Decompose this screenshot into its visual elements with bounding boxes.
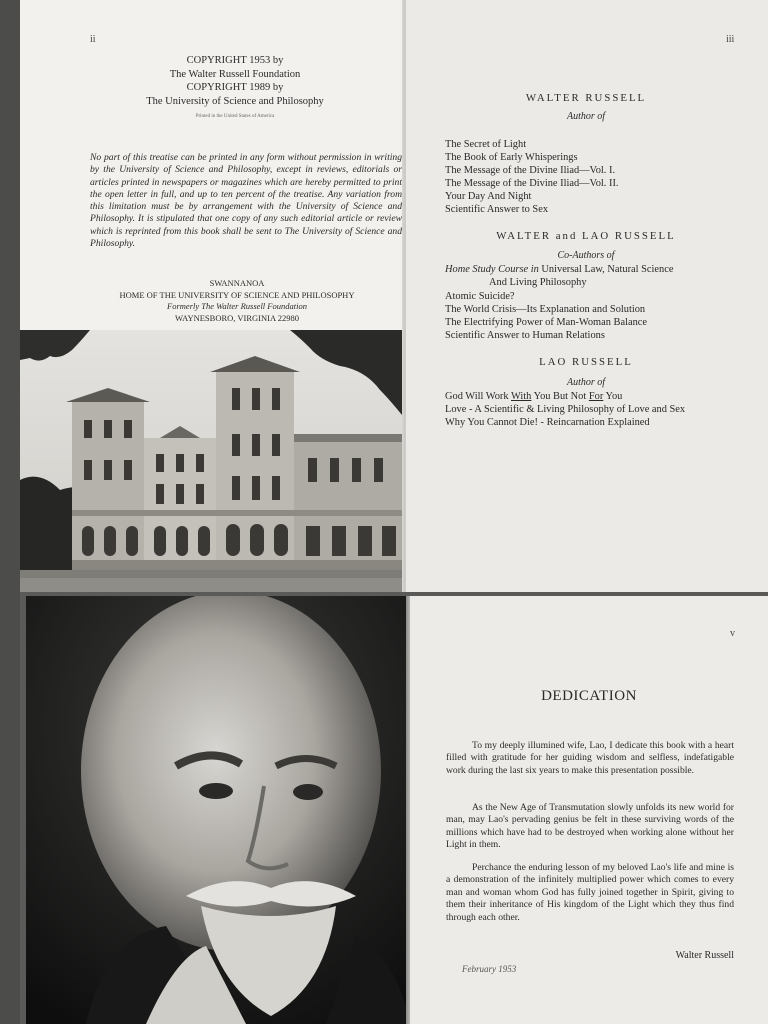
publisher-place: SWANNANOA <box>209 278 265 288</box>
swannanoa-building-photo <box>20 330 406 580</box>
title-underlined: For <box>588 391 604 402</box>
dedication-page <box>410 596 768 1024</box>
title-part: You <box>603 391 623 402</box>
course-title-continued: And Living Philosophy <box>489 277 587 288</box>
course-name: Universal Law, Natural Science <box>541 264 674 275</box>
author-heading-both: WALTER and LAO RUSSELL <box>496 230 676 242</box>
book-title: Scientific Answer to Sex <box>445 204 549 215</box>
course-prefix: Home Study Course in <box>445 264 539 275</box>
signature: Walter Russell <box>675 950 734 961</box>
copyright-line: COPYRIGHT 1989 by <box>186 82 284 93</box>
author-of-label: Author of <box>566 111 606 122</box>
dedication-paragraph: As the New Age of Transmutation slowly unfolds its new world for man, may Lao's pervading genius be felt in these surviving words of the millions which have had to be destroyed when working alone without her Light in them. <box>446 802 734 851</box>
title-underlined: With <box>511 391 532 402</box>
book-title: The Secret of Light <box>445 139 527 150</box>
author-heading-walter: WALTER RUSSELL <box>525 92 647 104</box>
walter-russell-portrait-photo <box>26 596 410 1024</box>
copyright-block <box>20 54 406 124</box>
course-title <box>445 263 673 276</box>
publisher-formerly: Formerly The Walter Russell Foundation <box>167 301 307 311</box>
dedication-date: February 1953 <box>462 964 517 974</box>
book-title <box>445 390 622 403</box>
book-title: The World Crisis—Its Explanation and Solution <box>445 304 646 315</box>
title-part: God Will Work <box>445 391 512 402</box>
book-title: Your Day And Night <box>445 191 532 202</box>
book-title: The Message of the Divine Iliad—Vol. II. <box>445 178 619 189</box>
author-of-label: Author of <box>566 377 606 388</box>
copyright-line: COPYRIGHT 1953 by <box>186 55 284 66</box>
copyright-line: The Walter Russell Foundation <box>169 68 301 80</box>
publisher-home: HOME OF THE UNIVERSITY OF SCIENCE AND PHILOSOPHY <box>119 289 355 300</box>
page-number: ii <box>90 34 96 45</box>
ground <box>20 578 406 592</box>
dedication-title: DEDICATION <box>541 688 637 704</box>
publisher-address: WAYNESBORO, VIRGINIA 22980 <box>175 312 299 323</box>
book-title: Why You Cannot Die! - Reincarnation Explained <box>445 417 650 428</box>
background-strip <box>0 0 20 1024</box>
book-title: Scientific Answer to Human Relations <box>445 330 605 341</box>
book-title: Love - A Scientific & Living Philosophy of Love and Sex <box>445 404 686 415</box>
book-title: The Message of the Divine Iliad—Vol. I. <box>445 165 616 176</box>
printed-in: Printed in the United States of America <box>195 114 275 119</box>
books-page <box>406 0 768 592</box>
book-title: The Book of Early Whisperings <box>445 152 578 163</box>
co-authors-label: Co-Authors of <box>557 250 615 261</box>
title-part: You But Not <box>531 391 589 402</box>
copyright-line: The University of Science and Philosophy <box>146 95 324 107</box>
portrait-page <box>26 596 410 1024</box>
dedication-paragraph: To my deeply illumined wife, Lao, I dedicate this book with a heart filled with gratitude for her guiding wisdom and selfless, indefatigable work during the last six years to make this presentation possible. <box>446 740 734 776</box>
book-title: Atomic Suicide? <box>445 291 515 302</box>
book-title: The Electrifying Power of Man-Woman Balance <box>445 317 647 328</box>
publisher-block <box>20 278 406 324</box>
dedication-paragraph: Perchance the enduring lesson of my beloved Lao's life and mine is a demonstration of the infinitely multiplied power which comes to every man and woman whom God has fully joined together in Spirit, giving to them their inheritance of His kingdom of the Light which they thus find through each other. <box>446 862 734 923</box>
author-heading-lao: LAO RUSSELL <box>539 356 633 368</box>
page-number: iii <box>726 34 735 45</box>
page-number: v <box>730 628 735 639</box>
permission-notice: No part of this treatise can be printed in any form without permission in writing by the University of Science and Philosophy, except in reviews, editorials or articles printed in newspapers or magazines which are hereby permitted to print the open letter in full, and up to ten percent of the treatise. Any variation from this limitation must be by arrangement with the University of Science and Philosophy. It is stipulated that one copy of any such editorial article or review which is reprinted from this book shall be sent to The University of Science and Philosophy. <box>90 152 402 250</box>
copyright-page <box>20 0 406 592</box>
